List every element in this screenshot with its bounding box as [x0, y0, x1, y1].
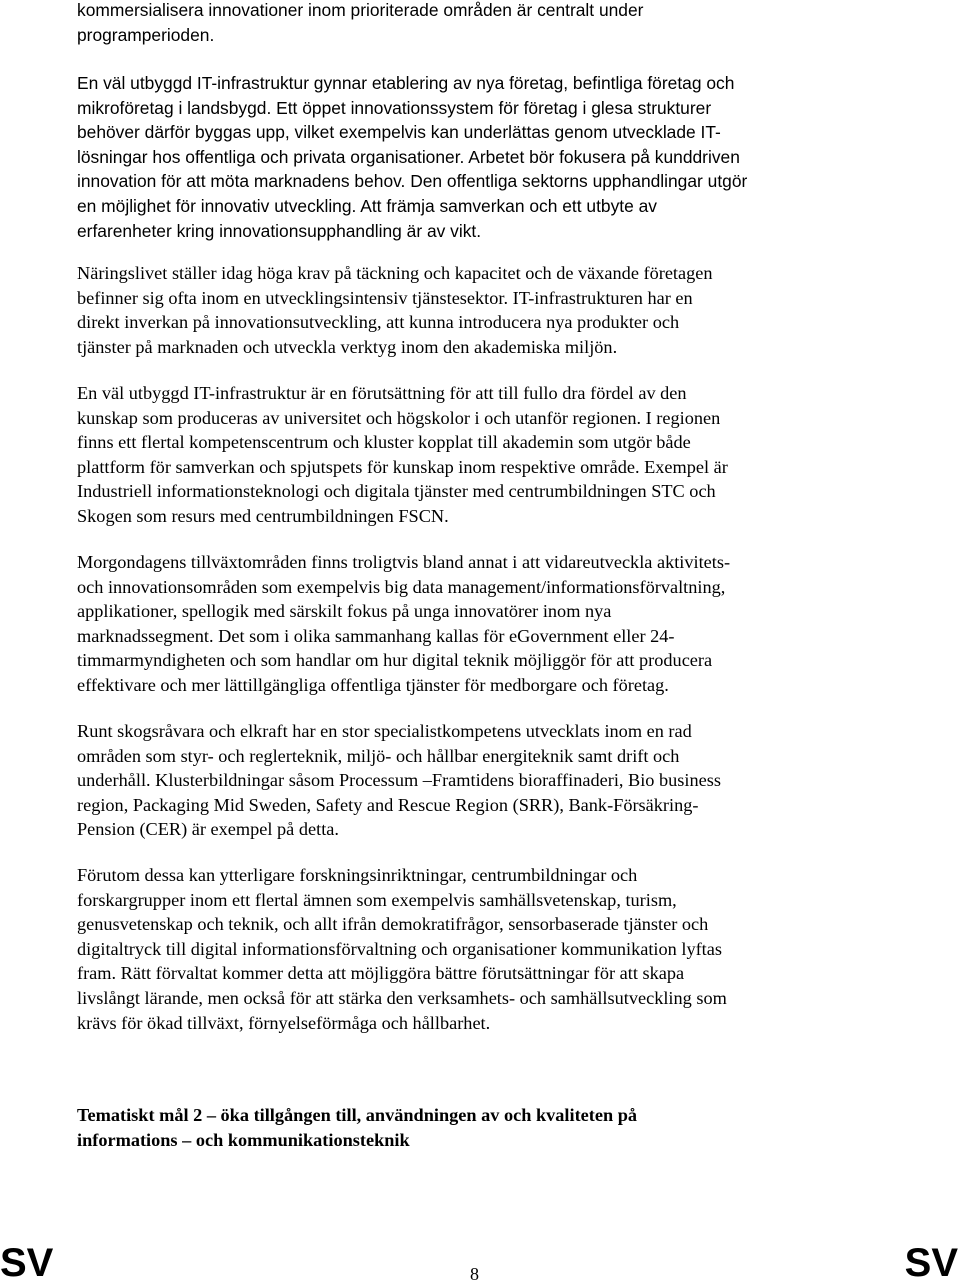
text-line: applikationer, spellogik med särskilt fokus på unga innovatörer inom nya — [77, 601, 612, 622]
text-line: Näringslivet ställer idag höga krav på täckning och kapacitet och de växande företagen — [77, 263, 713, 283]
page-number: 8 — [470, 1264, 479, 1284]
footer-language-label-left: SV — [0, 1241, 54, 1285]
text-line: En väl utbyggd IT-infrastruktur är en förutsättning för att till fullo dra fördel av den — [77, 383, 687, 403]
paragraph-4 — [77, 381, 728, 529]
text-line: En väl utbyggd IT-infrastruktur gynnar etablering av nya företag, befintliga företag och — [77, 73, 735, 93]
text-line: programperioden. — [77, 24, 215, 45]
text-line: Förutom dessa kan ytterligare forskningsinriktningar, centrumbildningar och — [77, 865, 638, 885]
text-line: Runt skogsråvara och elkraft har en stor specialistkompetens utvecklats inom en rad — [77, 721, 692, 741]
text-line: effektivare och mer lättillgängliga offentliga tjänster för medborgare och företag. — [77, 674, 669, 695]
text-line: erfarenheter kring innovationsupphandling är av vikt. — [77, 220, 482, 241]
text-line: livslångt lärande, men också för att stärka den verksamhets- och samhällsutveckling som — [77, 987, 727, 1008]
text-line: innovation för att möta marknadens behov. Den offentliga sektorns upphandlingar utgör — [77, 171, 748, 192]
text-line: fram. Rätt förvaltat kommer detta att möjliggöra bättre förutsättningar för att skapa — [77, 963, 685, 984]
text-line: krävs för ökad tillväxt, förnyelseförmåga och hållbarhet. — [77, 1012, 491, 1033]
text-line: forskargrupper inom ett flertal ämnen som exempelvis samhällsvetenskap, turism, — [77, 889, 677, 910]
text-line: Pension (CER) är exempel på detta. — [77, 819, 339, 840]
text-line: kommersialisera innovationer inom prioriterade områden är centralt under — [77, 0, 644, 20]
paragraph-7 — [77, 863, 727, 1035]
heading-line: Tematiskt mål 2 – öka tillgången till, användningen av och kvaliteten på — [77, 1105, 638, 1125]
text-line: plattform för samverkan och spjutspets för kunskap inom respektive område. Exempel är — [77, 456, 728, 477]
text-line: finns ett flertal kompetenscentrum och kluster kopplat till akademin som utgör både — [77, 432, 691, 453]
text-line: mikroföretag i landsbygd. Ett öppet innovationssystem för företag i glesa strukturer — [77, 97, 712, 118]
text-line: områden som styr- och reglerteknik, miljö- och hållbar energiteknik samt drift och — [77, 745, 680, 766]
text-line: befinner sig ofta inom en utvecklingsintensiv tjänstesektor. IT-infrastrukturen har en — [77, 287, 693, 308]
text-line: underhåll. Klusterbildningar såsom Processum –Framtidens bioraffinaderi, Bio business — [77, 770, 721, 791]
paragraph-5 — [77, 550, 730, 698]
text-line: behöver därför byggas upp, vilket exempelvis kan underlättas genom utvecklade IT- — [77, 122, 721, 143]
paragraph-1 — [77, 0, 643, 47]
text-line: region, Packaging Mid Sweden, Safety and Rescue Region (SRR), Bank-Försäkring- — [77, 794, 699, 815]
text-line: direkt inverkan på innovationsutveckling, att kunna introducera nya produkter och — [77, 312, 680, 333]
text-line: lösningar hos offentliga och privata organisationer. Arbetet bör fokusera på kunddriven — [77, 146, 740, 167]
text-line: tjänster på marknaden och utveckla verktyg inom den akademiska miljön. — [77, 336, 618, 357]
footer-language-label-right: SV — [904, 1241, 958, 1285]
paragraph-2 — [77, 71, 747, 243]
paragraph-3 — [77, 261, 713, 359]
section-heading — [77, 1103, 637, 1152]
text-line: genusvetenskap och teknik, och allt ifrån demokratifrågor, sensorbaserade tjänster och — [77, 914, 709, 935]
text-line: digitaltryck till digital informationsförvaltning och organisationer kommunikation lyftas — [77, 938, 722, 959]
text-line: Skogen som resurs med centrumbildningen FSCN. — [77, 505, 449, 526]
text-line: och innovationsområden som exempelvis big data management/informationsförvaltning, — [77, 576, 726, 597]
text-line: kunskap som produceras av universitet och högskolor i och utanför regionen. I regionen — [77, 407, 721, 428]
text-line: timmarmyndigheten och som handlar om hur digital teknik möjliggör för att producera — [77, 650, 713, 671]
text-line: en möjlighet för innovativ utveckling. Att främja samverkan och ett utbyte av — [77, 195, 657, 216]
text-line: Industriell informationsteknologi och digitala tjänster med centrumbildningen STC och — [77, 481, 716, 502]
paragraph-6 — [77, 719, 721, 842]
heading-line: informations – och kommunikationsteknik — [77, 1129, 410, 1150]
text-line: Morgondagens tillväxtområden finns troligtvis bland annat i att vidareutveckla aktivitets- — [77, 552, 731, 572]
text-line: marknadssegment. Det som i olika sammanhang kallas för eGovernment eller 24- — [77, 625, 675, 646]
